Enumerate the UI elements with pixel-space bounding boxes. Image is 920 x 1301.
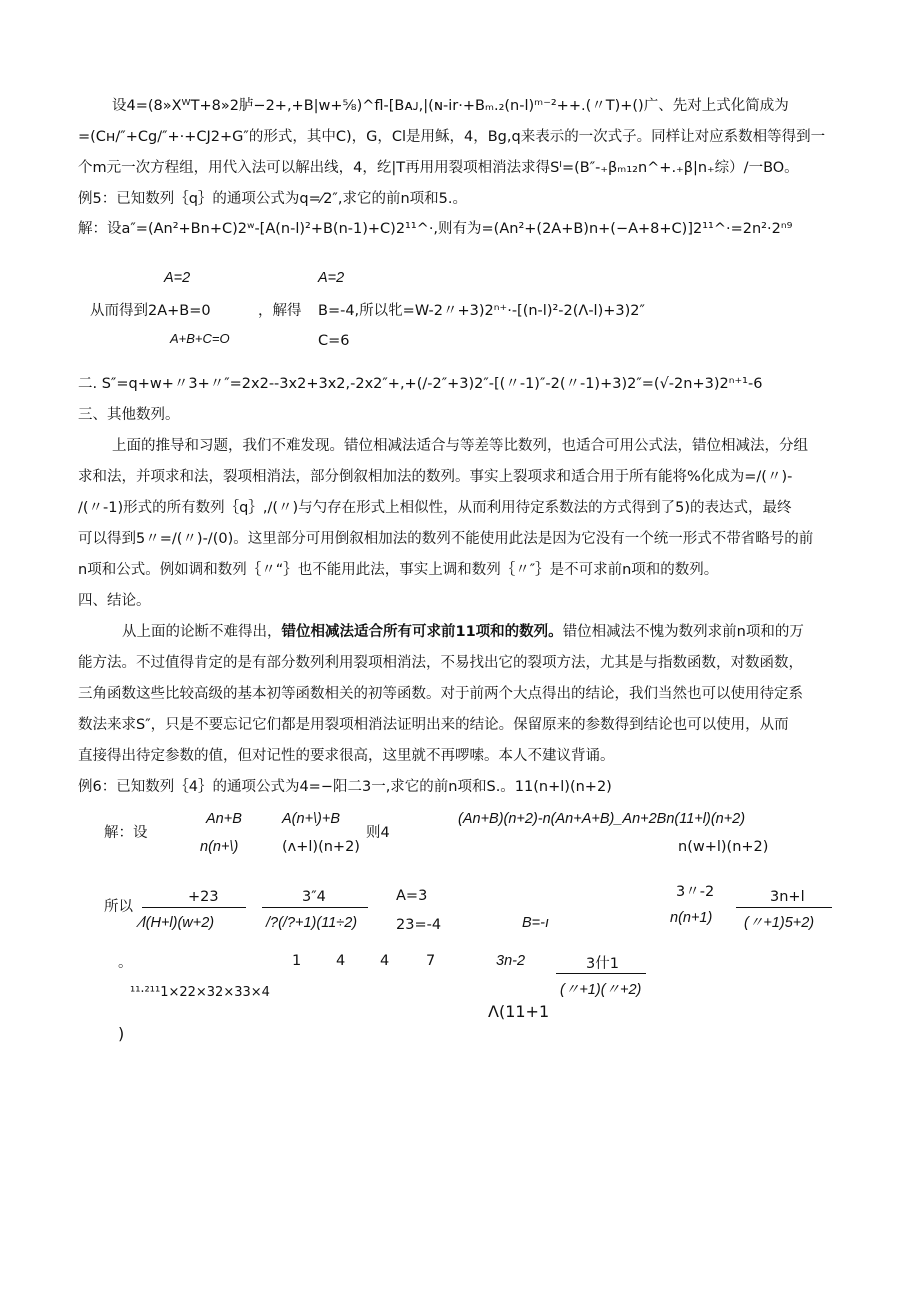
system-left-line1: A=2 bbox=[164, 270, 191, 286]
system-left-line3: A+B+C=O bbox=[170, 331, 230, 346]
frac3-numerator: (An+B)(n+2)-n(An+A+B)_An+2Bn(11+l)(n+2) bbox=[458, 811, 746, 827]
example6-suoyi: 所以 bbox=[104, 899, 133, 915]
section4-heading: 四、结论。 bbox=[78, 593, 151, 609]
g2-denominator-clip bbox=[266, 911, 370, 931]
closing-paren: ) bbox=[118, 1024, 125, 1043]
section4-line1 bbox=[122, 622, 804, 642]
example6-ze: 则4 bbox=[366, 825, 390, 841]
g4-fraction-bar bbox=[736, 907, 832, 908]
example5-title: 例5：已知数列｛q｝的通项公式为q=⁄2″,求它的前n项和5.。 bbox=[78, 191, 467, 207]
number-1: 1 bbox=[292, 953, 302, 969]
b-italic: B=-ı bbox=[522, 915, 549, 931]
g6-denominator: (〃+1)(〃+2) bbox=[560, 982, 642, 998]
section4-line5: 直接得出待定参数的值，但对记性的要求很高，这里就不再啰嗦。本人不建议背诵。 bbox=[78, 748, 615, 764]
example5-solution: 解：设a″=(An²+Bn+C)2ʷ-[A(n-l)²+B(n-1)+C)2¹¹^·,则有为=(An²+(2A+B)n+(−A+8+C)]2¹¹^·=2n²·2ⁿ⁹ bbox=[78, 221, 793, 237]
g6-numerator: 3什1 bbox=[586, 956, 619, 972]
section4-line1-post: 错位相减法不愧为数列求前n项和的万 bbox=[562, 624, 804, 640]
jiede-label: ，解得 bbox=[258, 303, 302, 319]
system-right-line3: C=6 bbox=[318, 333, 350, 349]
g3-numerator: 3〃-2 bbox=[676, 884, 715, 900]
section3-line1: 上面的推导和习题，我们不难发现。错位相减法适合与等差等比数列，也适合可用公式法，错位相减法，分组 bbox=[112, 438, 808, 454]
frac1-denominator: n(n+\) bbox=[200, 839, 239, 855]
b-equals: 23=-4 bbox=[396, 917, 442, 933]
lambda-expression: Λ(11+1 bbox=[488, 1002, 550, 1021]
section3-line5: n项和公式。例如调和数列｛〃“｝也不能用此法，事实上调和数列｛〃″｝是不可求前n项和的数列。 bbox=[78, 562, 719, 578]
system-right-line2: B=-4,所以牝=W-2〃+3)2ⁿ⁺·-[(n-l)²-2(Λ-l)+3)2″ bbox=[318, 303, 645, 319]
a-equals: A=3 bbox=[396, 888, 428, 904]
g5-expression: 3n-2 bbox=[496, 953, 526, 969]
g4-denominator: (〃+1)5+2) bbox=[744, 915, 815, 931]
g2-numerator: 3″4 bbox=[302, 889, 326, 905]
system-right-line1: A=2 bbox=[318, 270, 345, 286]
section3-line2: 求和法，并项求和法，裂项相消法，部分倒叙相加法的数列。事实上裂项求和适合用于所有能将%化成为=/(〃)- bbox=[78, 469, 793, 485]
section4-line4: 数法来求S″，只是不要忘记它们都是用裂项相消法证明出来的结论。保留原来的参数得到结论也可以使用，从而 bbox=[78, 717, 789, 733]
section3-line4: 可以得到5〃=/(〃)-/(0)。这里部分可用倒叙相加法的数列不能使用此法是因为它没有一个统一形式不带省略号的前 bbox=[78, 531, 814, 547]
g1-denominator-clip bbox=[140, 911, 250, 931]
section4-line2: 能方法。不过值得肯定的是有部分数列利用裂项相消法，不易找出它的裂项方法，尤其是与指数函数，对数函数， bbox=[78, 655, 803, 671]
g6-denominator-clip bbox=[560, 978, 646, 998]
section3-line3: /(〃-1)形式的所有数列｛q｝,/(〃)与勺存在形式上相似性，从而利用待定系数法的方式得到了5)的表达式，最终 bbox=[78, 500, 792, 516]
system-left-line3-clip bbox=[150, 327, 270, 346]
example6-jie: 解：设 bbox=[104, 825, 148, 841]
section4-line1-pre: 从上面的论断不难得出， bbox=[122, 624, 282, 640]
section4-line3: 三角函数这些比较高级的基本初等函数相关的初等函数。对于前两个大点得出的结论，我们当然也可以使用待定系 bbox=[78, 686, 803, 702]
g1-denominator: ⁄l(H+l)(w+2) bbox=[140, 915, 215, 931]
frac2-denominator: (ʌ+l)(n+2) bbox=[282, 839, 360, 855]
sum-line: 二. S″=q+w+〃3+〃″=2x2--3x2+3x2,-2x2″+,+(/-2″+3)2″-[(〃-1)″-2(〃-1)+3)2″=(√-2n+3)2ⁿ⁺¹-6 bbox=[78, 376, 763, 392]
g2-denominator: /?(/?+1)(11÷2) bbox=[266, 915, 358, 931]
system-left-line2: 从而得到2A+B=0 bbox=[90, 303, 211, 319]
g2-fraction-bar bbox=[262, 907, 368, 908]
example6-title: 例6：已知数列｛4｝的通项公式为4=−阳二3一,求它的前n项和S.。11(n+l)(n+2) bbox=[78, 779, 612, 795]
section3-heading: 三、其他数列。 bbox=[78, 407, 180, 423]
number-7: 7 bbox=[426, 953, 436, 969]
g1-numerator: +23 bbox=[188, 889, 219, 905]
product-expression: ¹¹·²¹¹1×22×32×33×4 bbox=[130, 985, 270, 1000]
frac1-numerator: An+B bbox=[206, 811, 242, 827]
g4-denominator-clip bbox=[744, 911, 832, 931]
g4-numerator: 3n+l bbox=[770, 889, 805, 905]
g3-denominator: n(n+1) bbox=[670, 910, 713, 926]
frac3-denominator: n(w+l)(n+2) bbox=[678, 839, 769, 855]
para1-line1: 设4=(8»XᵂT+8»2胪−2+,+B|w+⅝)^fl-[Bᴀᴊ,|(ɴ-ir·+Bₘ.₂(n-l)ᵐ⁻²++.(〃T)+()广、先对上式化简成为 bbox=[112, 98, 789, 114]
number-4a: 4 bbox=[336, 953, 346, 969]
number-4b: 4 bbox=[380, 953, 390, 969]
para1-line2: =(Cʜ/″+Cg/″+·+CJ2+G″的形式，其中C)，G，Cl是用稣，4，Bg,q来表示的一次式子。同样让对应系数相等得到一 bbox=[78, 129, 826, 145]
b-italic-clip bbox=[520, 911, 564, 931]
para1-line3: 个m元一次方程组，用代入法可以解出线，4，纥|T再用用裂项相消法求得Sᴵ=(B″-₊βₘ₁₂n^+.₊β|n₊综）/一BO。 bbox=[78, 160, 799, 176]
g6-fraction-bar bbox=[556, 973, 646, 974]
frac2-numerator: A(n+\)+B bbox=[282, 811, 341, 827]
period-mark: 。 bbox=[118, 955, 133, 971]
g1-fraction-bar bbox=[142, 907, 246, 908]
section4-line1-bold: 错位相减法适合所有可求前11项和的数列。 bbox=[281, 624, 563, 640]
